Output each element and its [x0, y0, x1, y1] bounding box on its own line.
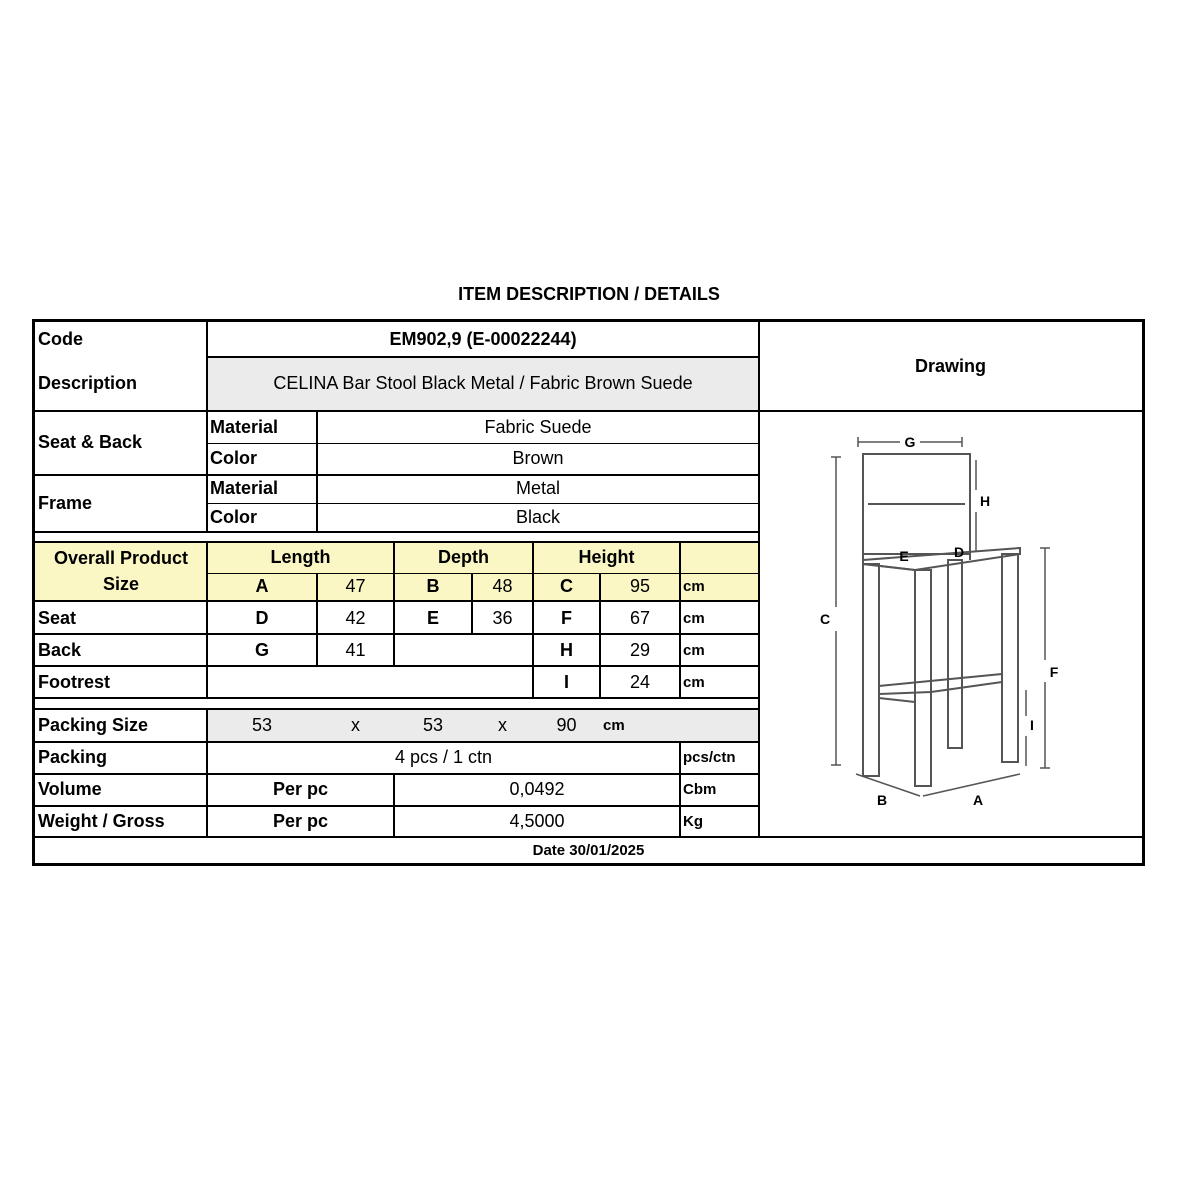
weight-value: 4,5000	[509, 810, 565, 831]
length-header: Length	[270, 547, 331, 567]
vline	[393, 542, 395, 666]
hline	[35, 697, 759, 699]
overall-height-value: 95	[629, 576, 651, 596]
overall-depth-key: B	[426, 576, 440, 596]
dim-label-b: B	[876, 792, 888, 808]
packing-size-unit: cm	[603, 716, 625, 734]
hline	[35, 600, 759, 602]
vline	[471, 573, 473, 634]
divider-drawing	[758, 322, 760, 837]
overall-size-label	[35, 542, 207, 600]
seat-length-key: D	[255, 607, 269, 628]
height-header: Height	[578, 547, 635, 567]
footrest	[879, 674, 1002, 694]
hline	[207, 503, 759, 504]
hline	[35, 633, 759, 635]
seat-back-material-label: Material	[210, 416, 279, 437]
hline	[35, 541, 759, 543]
hline	[35, 836, 1142, 838]
seat-back-color-label: Color	[210, 448, 257, 468]
volume-value: 0,0492	[509, 778, 565, 799]
volume-per: Per pc	[272, 778, 329, 799]
stool-outline	[863, 454, 1020, 786]
depth-header: Depth	[438, 547, 489, 567]
hline	[35, 708, 759, 710]
seat-height-value: 67	[629, 607, 651, 628]
packing-size-d2: 53	[422, 714, 444, 735]
vline	[206, 709, 208, 837]
leg-back-left	[948, 560, 962, 748]
packing-size-d1: 53	[251, 714, 273, 735]
hline	[35, 805, 759, 807]
seat-back-material-value: Fabric Suede	[484, 416, 592, 437]
back-height-key: H	[560, 639, 573, 660]
vline	[679, 542, 681, 698]
weight-label: Weight / Gross	[38, 810, 165, 831]
stool-drawing	[790, 420, 1090, 820]
footrest-unit: cm	[683, 673, 705, 691]
description-label: Description	[38, 373, 138, 393]
volume-label: Volume	[38, 778, 102, 799]
vline	[393, 773, 395, 837]
volume-unit: Cbm	[683, 780, 717, 798]
seat-unit: cm	[683, 609, 705, 627]
overall-unit: cm	[683, 578, 705, 595]
leg-front-left	[863, 564, 879, 776]
hline	[207, 356, 759, 358]
packing-size-label: Packing Size	[38, 714, 149, 735]
leg-back-right	[1002, 554, 1018, 762]
dim-label-c: C	[819, 611, 831, 627]
frame-label: Frame	[38, 492, 93, 513]
drawing-label: Drawing	[914, 356, 986, 376]
footrest-height-value: 24	[629, 671, 651, 692]
back-unit: cm	[683, 641, 705, 659]
back-length-key: G	[254, 639, 269, 660]
weight-per: Per pc	[272, 810, 329, 831]
vline	[316, 411, 318, 532]
packing-size-x1: x	[351, 714, 360, 735]
frame-color-label: Color	[210, 507, 257, 527]
vline	[532, 542, 534, 698]
dim-label-g: G	[904, 434, 916, 450]
overall-height-key: C	[560, 576, 573, 596]
seat-back-label: Seat & Back	[38, 432, 143, 452]
vline	[316, 573, 318, 666]
code-value: EM902,9 (E-00022244)	[389, 328, 577, 349]
seat-depth-key: E	[426, 607, 439, 628]
dim-label-h: H	[979, 493, 991, 509]
packing-unit: pcs/ctn	[683, 748, 736, 766]
page-title: ITEM DESCRIPTION / DETAILS	[458, 284, 720, 304]
back-height-value: 29	[629, 639, 651, 660]
weight-unit: Kg	[683, 812, 703, 830]
dim-label-f: F	[1049, 664, 1059, 680]
vline	[206, 322, 208, 532]
description-value: CELINA Bar Stool Black Metal / Fabric Brown Suede	[273, 373, 693, 393]
vline	[206, 542, 208, 698]
overall-size-label-line2: Size	[102, 574, 140, 594]
dim-label-d: D	[953, 544, 965, 560]
frame-color-value: Black	[515, 507, 560, 527]
seat-height-key: F	[561, 607, 572, 628]
back-length-value: 41	[345, 639, 366, 660]
seat-length-value: 42	[345, 607, 366, 628]
seat-depth-value: 36	[492, 607, 513, 628]
overall-length-value: 47	[345, 576, 366, 596]
hline	[207, 443, 759, 444]
packing-value: 4 pcs / 1 ctn	[394, 746, 493, 767]
seat-back-color-value: Brown	[512, 448, 564, 468]
hline	[35, 531, 759, 533]
hline	[35, 773, 759, 775]
packing-size-x2: x	[498, 714, 507, 735]
back-size-label: Back	[38, 639, 82, 660]
hline	[35, 410, 1142, 412]
overall-depth-value: 48	[492, 576, 513, 596]
dim-label-a: A	[972, 792, 984, 808]
dim-label-e: E	[899, 548, 909, 564]
vline	[679, 741, 681, 837]
overall-size-label-line1: Overall Product	[53, 548, 189, 568]
overall-length-key: A	[255, 576, 269, 596]
packing-label: Packing	[38, 746, 108, 767]
hline	[207, 573, 759, 574]
leg-front-right	[915, 570, 931, 786]
frame-material-label: Material	[210, 478, 279, 498]
hline	[35, 741, 759, 743]
footrest-height-key: I	[563, 671, 569, 692]
hline	[35, 665, 759, 667]
vline	[599, 573, 601, 698]
seat-size-label: Seat	[38, 607, 77, 628]
frame-material-value: Metal	[515, 478, 560, 498]
date-footer: Date 30/01/2025	[532, 841, 645, 859]
code-label: Code	[38, 328, 83, 349]
footrest-size-label: Footrest	[38, 671, 110, 692]
dim-label-i: I	[1030, 717, 1034, 733]
hline	[35, 474, 759, 476]
packing-size-d3: 90	[556, 714, 577, 735]
